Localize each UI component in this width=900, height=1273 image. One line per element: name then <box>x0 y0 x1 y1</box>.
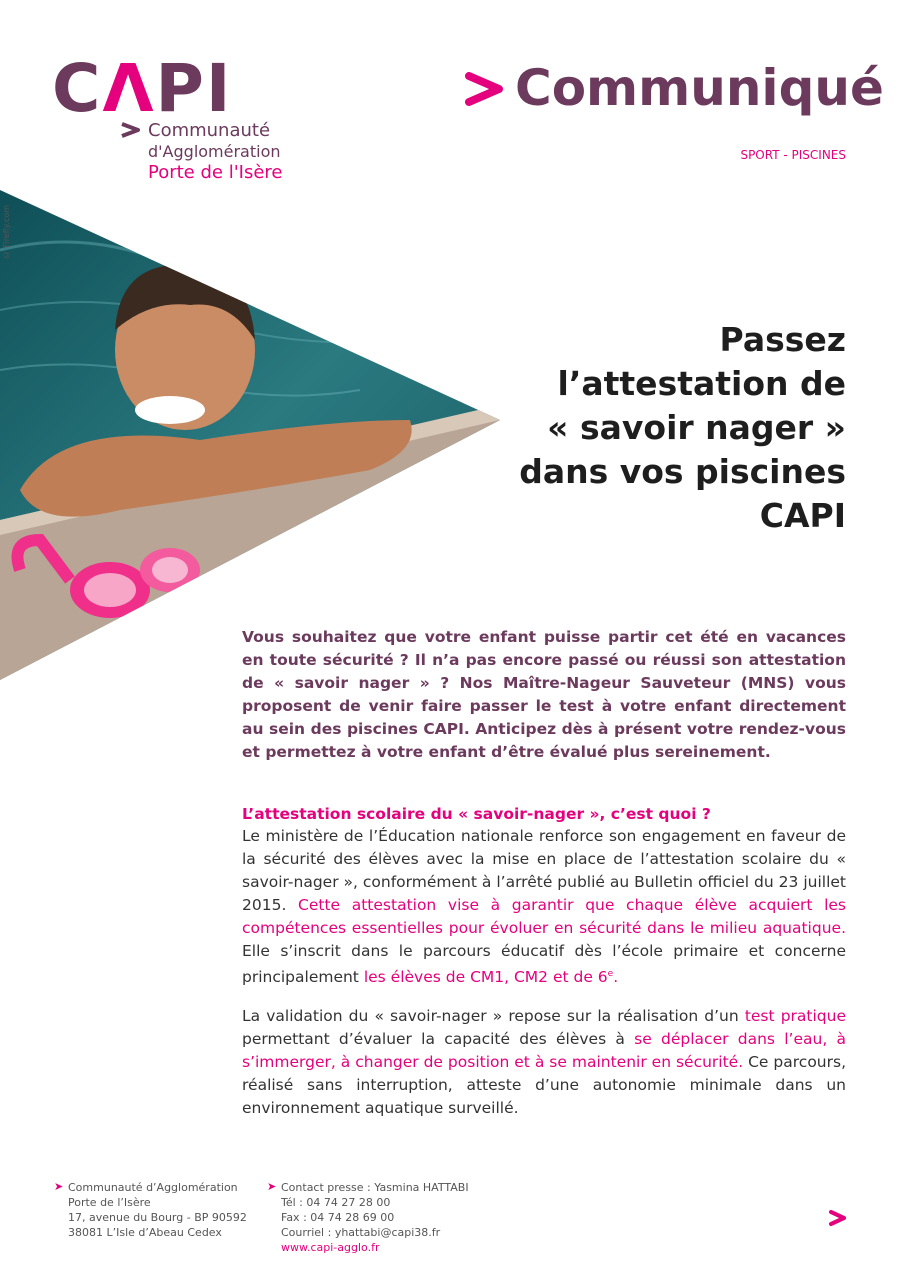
document-type-title: Communiqué <box>515 59 884 117</box>
logo-line-1: Communauté <box>148 120 271 141</box>
photo-credit: © Firefly.com <box>2 205 11 260</box>
chevron-right-icon: ➤ <box>267 1180 277 1193</box>
highlight-text: se déplacer dans l’eau, à s’immerger, à changer de position et à se maintenir en sécurité. <box>242 1030 846 1071</box>
category-label: SPORT - PISCINES <box>740 148 846 162</box>
body-paragraph-1 <box>242 825 846 989</box>
intro-paragraph: Vous souhaitez que votre enfant puisse partir cet été en vacances en toute sécurité ? Il n’a pas encore passé ou réussi son attestation de « savoir nager » ? Nos Maître-Nageur Sauveteur (MNS) vous proposent de venir faire passer le test à votre enfant directement au sein des piscines CAPI. Anticipez dès à présent votre rendez-vous et permettez à votre enfant d’être évalué plus sereinement. <box>242 628 846 761</box>
text-run: Ce parcours, réalisé sans interruption, atteste d’une autonomie minimale dans un environnement aquatique surveillé. <box>242 1053 846 1117</box>
chevron-right-icon <box>465 72 505 106</box>
text-run: permettant d’évaluer la capacité des élèves à <box>242 1030 635 1048</box>
highlight-text: Cette attestation vise à garantir que chaque élève acquiert les compétences essentielles pour évoluer en sécurité dans le milieu aquatique. <box>242 896 846 937</box>
headline-line: dans vos piscines <box>519 452 846 491</box>
highlight-text <box>364 968 618 986</box>
headline <box>506 318 846 538</box>
hero-photo <box>0 190 500 680</box>
logo-capi: CΛPI <box>52 50 233 127</box>
footer-email[interactable]: Courriel : yhattabi@capi38.fr <box>281 1226 441 1239</box>
chevron-right-icon <box>120 122 142 138</box>
footer-line: Porte de l’Isère <box>68 1196 151 1209</box>
text-run: les élèves de CM1, CM2 et de 6 <box>363 968 608 987</box>
chevron-right-icon: ➤ <box>54 1180 64 1193</box>
footer-address <box>68 1180 247 1240</box>
footer-line: Contact presse : Yasmina HATTABI <box>281 1181 469 1194</box>
logo-line-2: d'Agglomération <box>148 142 281 161</box>
headline-line: l’attestation de <box>557 364 846 403</box>
text-run: Le ministère de l’Éducation nationale renforce son engagement en faveur de la sécurité des élèves avec la mise en place de l’attestation scolaire du « savoir-nager », conformément à l’arrêté publié au Bulletin officiel du 23 juillet 2015. <box>242 827 846 914</box>
footer-line: Fax : 04 74 28 69 00 <box>281 1211 395 1224</box>
body-paragraph-2 <box>242 1005 846 1120</box>
website-link[interactable]: www.capi-agglo.fr <box>281 1241 380 1254</box>
footer-contact <box>281 1180 469 1255</box>
next-page-chevron-icon <box>828 1210 848 1226</box>
headline-line: Passez <box>719 320 846 359</box>
superscript: e <box>607 969 614 979</box>
text-run: La validation du « savoir-nager » repose sur la réalisation d’un <box>242 1007 745 1025</box>
highlight-text: test pratique <box>744 1007 846 1025</box>
footer-line: Communauté d’Agglomération <box>68 1181 238 1194</box>
text-run: Elle s’inscrit dans le parcours éducatif dès l’école primaire et concerne principalement <box>242 942 846 987</box>
logo-line-3: Porte de l'Isère <box>148 162 283 183</box>
footer-line: 17, avenue du Bourg - BP 90592 <box>68 1211 247 1224</box>
footer-line: 38081 L’Isle d’Abeau Cedex <box>68 1226 222 1239</box>
headline-line: CAPI <box>759 496 846 535</box>
text-run: . <box>613 968 619 987</box>
section-title: L’attestation scolaire du « savoir-nager », c’est quoi ? <box>242 805 711 823</box>
headline-line: « savoir nager » <box>547 408 846 447</box>
footer-line: Tél : 04 74 27 28 00 <box>281 1196 391 1209</box>
